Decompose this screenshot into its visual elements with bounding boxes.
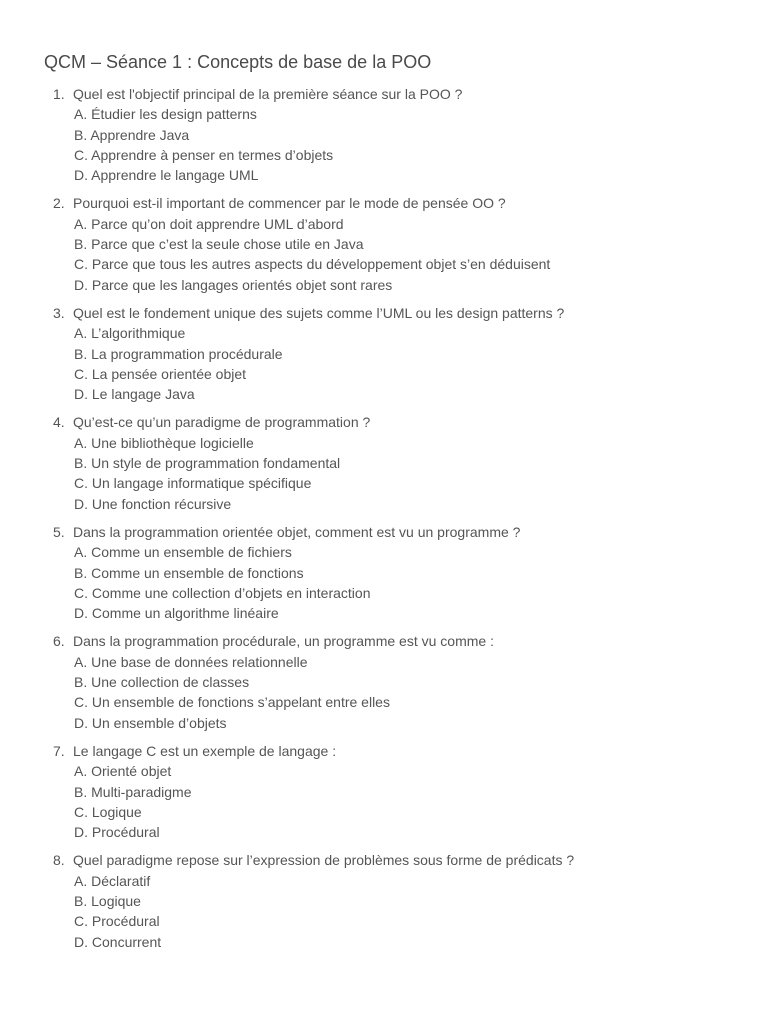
answer-option-b: B. Apprendre Java [74,126,190,143]
answer-option-d: D. Procédural [74,824,160,841]
answer-option-b: B. La programmation procédurale [74,345,283,362]
answer-option-a: A. Parce qu’on doit apprendre UML d’abord [74,215,344,232]
question-line [44,412,768,432]
answer-options [44,761,768,842]
answer-option-d: D. Comme un algorithme linéaire [74,605,279,622]
answer-option-c: C. Apprendre à penser en termes d’objets [74,146,334,163]
answer-option-d: D. Un ensemble d’objets [74,714,227,731]
question-1 [44,84,768,185]
page-title: QCM – Séance 1 : Concepts de base de la POO [44,52,432,72]
question-list [44,84,768,952]
question-line [44,193,768,213]
question-text: Quel est le fondement unique des sujets comme l’UML ou les design patterns ? [73,304,565,321]
answer-option-a: A. Étudier les design patterns [74,106,257,123]
question-number: 5. [53,523,65,540]
question-5 [44,522,768,623]
question-4 [44,412,768,513]
answer-options [44,214,768,295]
question-number: 7. [53,742,65,759]
answer-option-b: B. Un style de programmation fondamental [74,455,341,472]
answer-option-b: B. Parce que c’est la seule chose utile en Java [74,236,364,253]
question-number: 8. [53,852,65,869]
question-line [44,522,768,542]
question-text: Le langage C est un exemple de langage : [73,742,337,759]
answer-options [44,433,768,514]
question-text: Quel est l'objectif principal de la première séance sur la POO ? [73,86,463,102]
question-8 [44,850,768,951]
question-3 [44,303,768,404]
question-text: Pourquoi est-il important de commencer par le mode de pensée OO ? [73,195,506,212]
answer-option-b: B. Multi-paradigme [74,783,192,800]
question-number: 1. [53,86,65,102]
answer-options [44,542,768,623]
question-number: 4. [53,414,65,431]
answer-option-c: C. Un ensemble de fonctions s’appelant entre elles [74,694,390,711]
question-number: 6. [53,633,65,650]
answer-option-d: D. Parce que les langages orientés objet sont rares [74,276,393,293]
answer-option-c: C. Parce que tous les autres aspects du développement objet s’en déduisent [74,256,551,273]
answer-option-c: C. Un langage informatique spécifique [74,475,312,492]
answer-option-b: B. Une collection de classes [74,674,250,691]
answer-option-a: A. Orienté objet [74,763,172,780]
answer-options [44,323,768,404]
question-text: Qu’est-ce qu’un paradigme de programmation ? [73,414,371,431]
answer-option-a: A. Déclaratif [74,872,151,889]
question-number: 2. [53,195,65,212]
question-line [44,741,768,761]
answer-option-d: D. Une fonction récursive [74,495,232,512]
question-number: 3. [53,304,65,321]
answer-option-b: B. Comme un ensemble de fonctions [74,564,304,581]
answer-option-c: C. Comme une collection d’objets en interaction [74,584,371,601]
question-6 [44,631,768,732]
question-2 [44,193,768,294]
answer-option-c: C. Logique [74,803,142,820]
question-line [44,84,768,104]
answer-option-c: C. La pensée orientée objet [74,365,247,382]
answer-option-a: A. Une bibliothèque logicielle [74,434,254,451]
question-text: Dans la programmation orientée objet, comment est vu un programme ? [73,523,521,540]
question-line [44,303,768,323]
answer-option-d: D. Apprendre le langage UML [74,167,259,184]
answer-options [44,871,768,952]
answer-option-a: A. Comme un ensemble de fichiers [74,544,292,561]
question-line [44,850,768,870]
question-text: Quel paradigme repose sur l’expression de problèmes sous forme de prédicats ? [73,852,575,869]
answer-option-a: A. Une base de données relationnelle [74,653,308,670]
answer-option-c: C. Procédural [74,913,160,930]
question-line [44,631,768,651]
answer-options [44,652,768,733]
question-7 [44,741,768,842]
answer-options [44,104,768,185]
answer-option-d: D. Concurrent [74,933,162,950]
answer-option-b: B. Logique [74,892,141,909]
answer-option-a: A. L’algorithmique [74,325,186,342]
question-text: Dans la programmation procédurale, un programme est vu comme : [73,633,494,650]
answer-option-d: D. Le langage Java [74,386,195,403]
